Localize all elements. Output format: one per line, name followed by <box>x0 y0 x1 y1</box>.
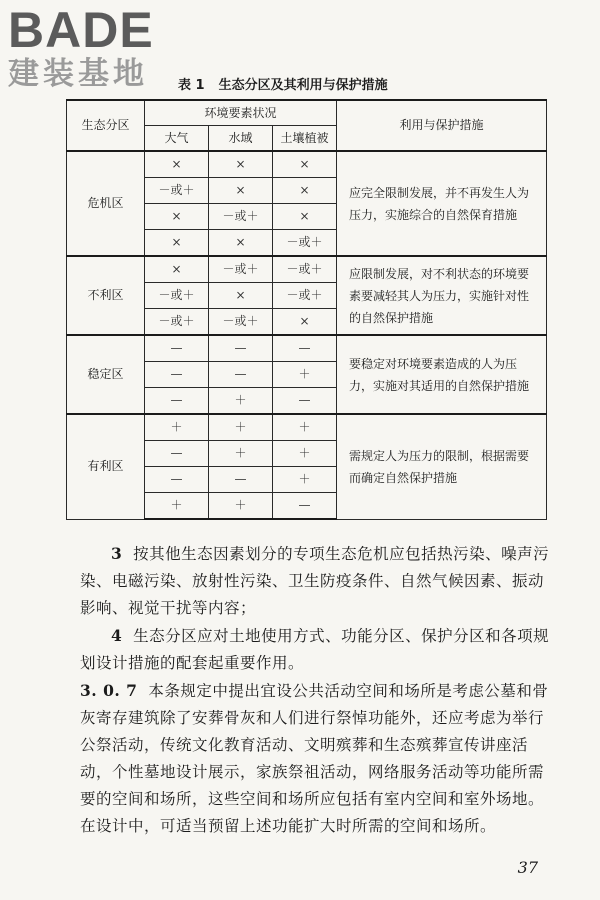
zone-cell: 危机区 <box>67 151 145 256</box>
soil-cell: －或＋ <box>273 283 337 309</box>
air-cell: × <box>145 230 209 257</box>
water-cell: — <box>209 467 273 493</box>
water-cell: × <box>209 178 273 204</box>
soil-cell: × <box>273 204 337 230</box>
water-cell: × <box>209 151 273 178</box>
item-number: 3 <box>111 544 123 563</box>
water-cell: －或＋ <box>209 309 273 336</box>
water-cell: — <box>209 335 273 362</box>
table-row <box>67 256 547 283</box>
zone-cell: 不利区 <box>67 256 145 335</box>
paragraph-text: 按其他生态因素划分的专项生态危机应包括热污染、噪声污染、电磁污染、放射性污染、卫生防疫条件、自然气候因素、振动影响、视觉干扰等内容； <box>80 545 550 617</box>
measure-cell: 应完全限制发展，并不再发生人为压力，实施综合的自然保育措施 <box>337 151 547 256</box>
header-zone: 生态分区 <box>67 100 145 151</box>
header-env-status: 环境要素状况 <box>145 100 337 126</box>
paragraph-text: 生态分区应对土地使用方式、功能分区、保护分区和各项规划设计措施的配套起重要作用。 <box>80 627 550 672</box>
measure-cell: 应限制发展，对不利状态的环境要素要减轻其人为压力，实施针对性的自然保护措施 <box>337 256 547 335</box>
header-row <box>67 100 547 126</box>
water-cell: — <box>209 362 273 388</box>
table-row <box>67 151 547 178</box>
soil-cell: — <box>273 335 337 362</box>
water-cell: ＋ <box>209 441 273 467</box>
header-soil: 土壤植被 <box>273 126 337 152</box>
air-cell: ＋ <box>145 414 209 441</box>
header-water: 水域 <box>209 126 273 152</box>
table-row <box>67 414 547 441</box>
air-cell: ＋ <box>145 493 209 520</box>
air-cell: — <box>145 335 209 362</box>
header-air: 大气 <box>145 126 209 152</box>
water-cell: × <box>209 230 273 257</box>
soil-cell: ＋ <box>273 414 337 441</box>
water-cell: －或＋ <box>209 256 273 283</box>
logo-subtitle: 建装基地 <box>8 56 148 92</box>
air-cell: －或＋ <box>145 309 209 336</box>
air-cell: －或＋ <box>145 283 209 309</box>
soil-cell: — <box>273 388 337 415</box>
clause-text: 本条规定中提出宜设公共活动空间和场所是考虑公墓和骨灰寄存建筑除了安葬骨灰和人们进行祭悼功能外，还应考虑为举行公祭活动，传统文化教育活动、文明殡葬和生态殡葬宣传讲座活动，个性墓地设计展示，家族祭祖活动，网络服务活动等功能所需要的空间和场所，这些空间和场所应包括有室内空间和室外场地。在设计中，可适当预留上述功能扩大时所需的空间和场所。 <box>80 682 549 835</box>
logo-text: BADE <box>8 2 154 58</box>
zone-cell: 稳定区 <box>67 335 145 414</box>
logo <box>8 4 198 96</box>
air-cell: × <box>145 204 209 230</box>
soil-cell: × <box>273 178 337 204</box>
soil-cell: × <box>273 309 337 336</box>
soil-cell: ＋ <box>273 467 337 493</box>
eco-zone-table <box>66 99 547 520</box>
air-cell: — <box>145 467 209 493</box>
air-cell: — <box>145 441 209 467</box>
air-cell: －或＋ <box>145 178 209 204</box>
soil-cell: －或＋ <box>273 230 337 257</box>
air-cell: × <box>145 256 209 283</box>
soil-cell: × <box>273 151 337 178</box>
table-row <box>67 335 547 362</box>
air-cell: × <box>145 151 209 178</box>
body-text <box>80 540 555 840</box>
measure-cell: 需规定人为压力的限制，根据需要而确定自然保护措施 <box>337 414 547 519</box>
paragraph-3 <box>80 540 555 622</box>
paragraph-4 <box>80 622 555 677</box>
air-cell: — <box>145 388 209 415</box>
soil-cell: — <box>273 493 337 520</box>
water-cell: ＋ <box>209 414 273 441</box>
page-number: 37 <box>517 858 538 877</box>
item-number: 4 <box>111 626 123 645</box>
soil-cell: ＋ <box>273 362 337 388</box>
clause-3-0-7 <box>80 677 555 840</box>
table-body <box>67 100 547 519</box>
water-cell: ＋ <box>209 493 273 520</box>
table-title-text: 生态分区及其利用与保护措施 <box>218 78 388 93</box>
table-title-number: 表 1 <box>178 78 205 93</box>
clause-number: 3. 0. 7 <box>80 681 138 700</box>
header-measures: 利用与保护措施 <box>337 100 547 151</box>
water-cell: －或＋ <box>209 204 273 230</box>
soil-cell: ＋ <box>273 441 337 467</box>
soil-cell: －或＋ <box>273 256 337 283</box>
water-cell: ＋ <box>209 388 273 415</box>
table-title <box>178 74 388 93</box>
air-cell: — <box>145 362 209 388</box>
zone-cell: 有利区 <box>67 414 145 519</box>
measure-cell: 要稳定对环境要素造成的人为压力，实施对其适用的自然保护措施 <box>337 335 547 414</box>
water-cell: × <box>209 283 273 309</box>
